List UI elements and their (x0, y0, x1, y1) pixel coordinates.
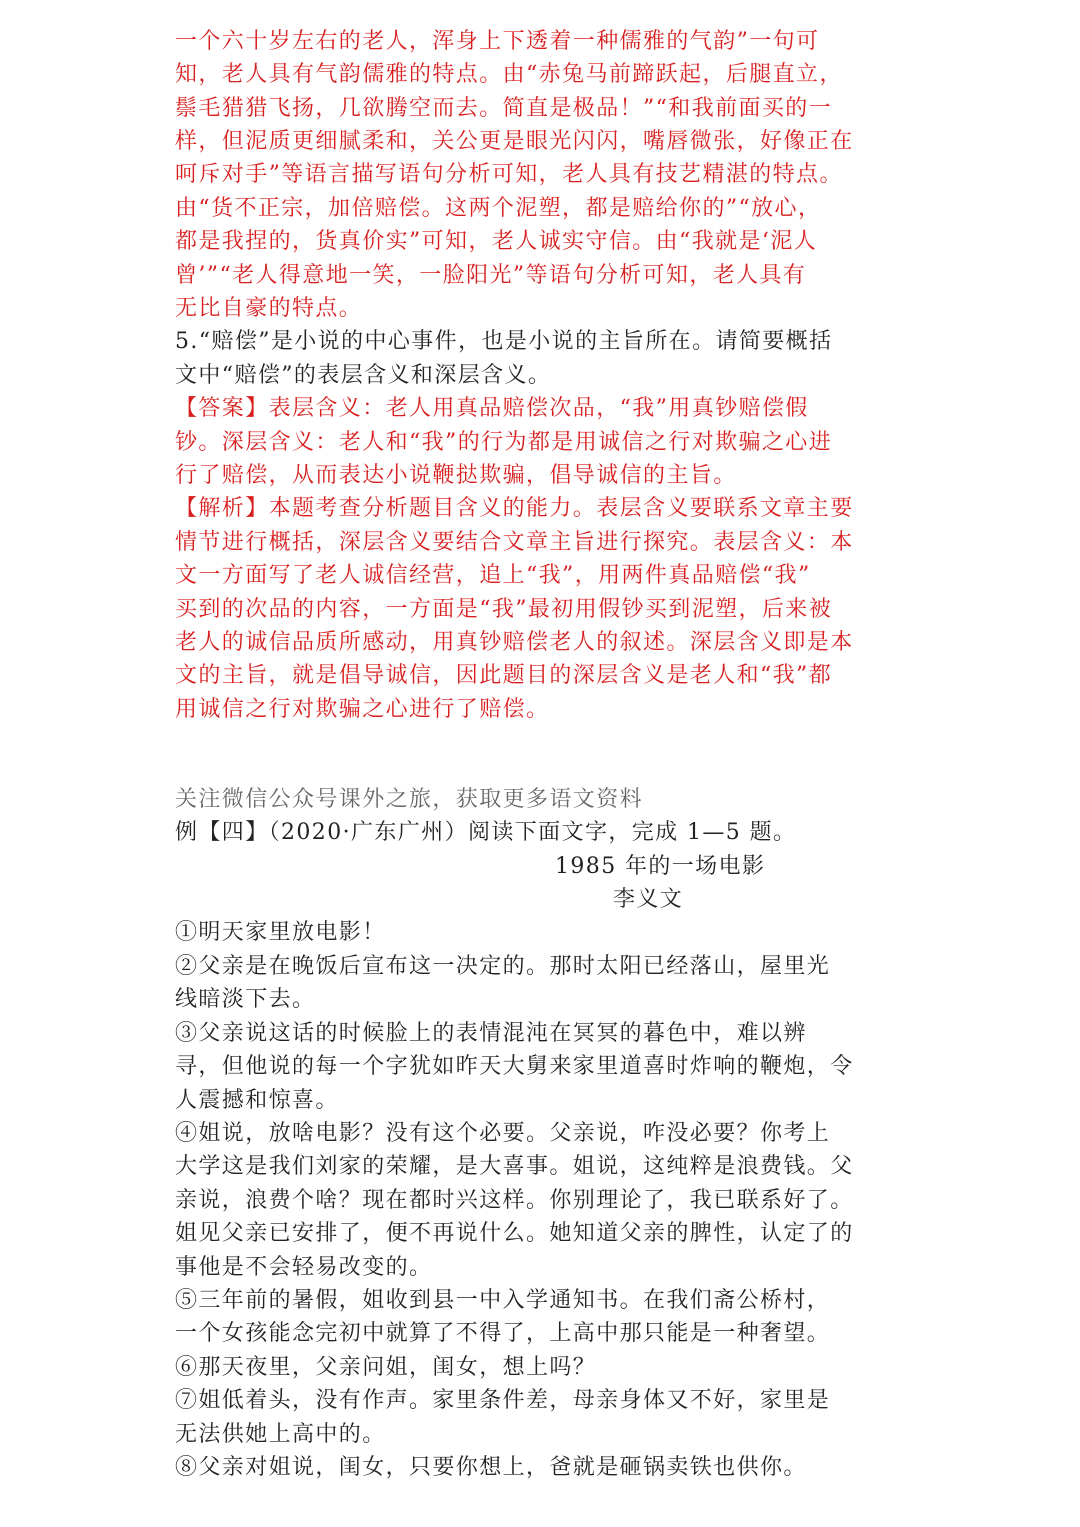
answer-line: 【答案】表层含义：老人用真品赔偿次品，“我”用真钞赔偿假 (175, 396, 809, 421)
story-line: 亲说，浪费个啥？现在都时兴这样。你别理论了，我已联系好了。 (175, 1188, 854, 1213)
story-line: ①明天家里放电影！ (175, 920, 386, 945)
story-line: 线暗淡下去。 (175, 987, 316, 1012)
analysis-line: 文一方面写了老人诚信经营，追上“我”，用两件真品赔偿“我” (175, 563, 811, 588)
story-line: 大学这是我们刘家的荣耀，是大喜事。姐说，这纯粹是浪费钱。父 (175, 1154, 854, 1179)
story-title: 1985 年的一场电影 (555, 854, 766, 879)
answer-line: 呵斥对手”等语言描写语句分析可知，老人具有技艺精湛的特点。 (175, 162, 843, 187)
answer-line: 无比自豪的特点。 (175, 296, 363, 321)
story-line: ②父亲是在晚饭后宣布这一决定的。那时太阳已经落山，屋里光 (175, 954, 831, 979)
story-line: ⑤三年前的暑假，姐收到县一中入学通知书。在我们斋公桥村， (175, 1288, 831, 1313)
story-line: 人震撼和惊喜。 (175, 1088, 339, 1113)
answer-line: 都是我捏的，货真价实”可知，老人诚实守信。由“我就是‘泥人 (175, 229, 818, 254)
answer-line: 一个六十岁左右的老人，浑身上下透着一种儒雅的气韵”一句可 (175, 29, 820, 54)
answer-line: 曾’”“老人得意地一笑，一脸阳光”等语句分析可知，老人具有 (175, 263, 807, 288)
story-line: ④姐说，放啥电影？没有这个必要。父亲说，咋没必要？你考上 (175, 1121, 831, 1146)
promo-text: 关注微信公众号课外之旅，获取更多语文资料 (175, 787, 644, 812)
answer-line: 鬃毛猎猎飞扬，几欲腾空而去。简直是极品！”“和我前面买的一 (175, 96, 833, 121)
analysis-line: 情节进行概括，深层含义要结合文章主旨进行探究。表层含义：本 (175, 530, 854, 555)
answer-line: 知，老人具有气韵儒雅的特点。由“赤兔马前蹄跃起，后腿直立， (175, 62, 843, 87)
story-line: 事他是不会轻易改变的。 (175, 1255, 433, 1280)
story-line: ⑦姐低着头，没有作声。家里条件差，母亲身体又不好，家里是 (175, 1388, 831, 1413)
analysis-line: 文的主旨，就是倡导诚信，因此题目的深层含义是老人和“我”都 (175, 663, 833, 688)
answer-line: 行了赔偿，从而表达小说鞭挞欺骗，倡导诚信的主旨。 (175, 463, 737, 488)
answer-line: 钞。深层含义：老人和“我”的行为都是用诚信之行对欺骗之心进 (175, 430, 833, 455)
story-line: 姐见父亲已安排了，便不再说什么。她知道父亲的脾性，认定了的 (175, 1221, 854, 1246)
story-line: ③父亲说这话的时候脸上的表情混沌在冥冥的暮色中，难以辨 (175, 1021, 807, 1046)
question-line: 5.“赔偿”是小说的中心事件，也是小说的主旨所在。请简要概括 (175, 329, 833, 354)
analysis-line: 老人的诚信品质所感动，用真钞赔偿老人的叙述。深层含义即是本 (175, 630, 854, 655)
story-line: 一个女孩能念完初中就算了不得了，上高中那只能是一种奢望。 (175, 1321, 831, 1346)
answer-line: 由“货不正宗，加倍赔偿。这两个泥塑，都是赔给你的”“放心， (175, 196, 822, 221)
analysis-line: 用诚信之行对欺骗之心进行了赔偿。 (175, 697, 550, 722)
example-header: 例【四】（2020·广东广州）阅读下面文字，完成 1—5 题。 (175, 820, 797, 845)
answer-line: 样，但泥质更细腻柔和，关公更是眼光闪闪，嘴唇微张，好像正在 (175, 129, 854, 154)
analysis-line: 【解析】本题考查分析题目含义的能力。表层含义要联系文章主要 (175, 496, 854, 521)
analysis-line: 买到的次品的内容，一方面是“我”最初用假钞买到泥塑，后来被 (175, 597, 833, 622)
story-line: ⑥那天夜里，父亲问姐，闺女，想上吗？ (175, 1355, 597, 1380)
story-line: 无法供她上高中的。 (175, 1422, 386, 1447)
story-author: 李义文 (613, 887, 684, 912)
story-line: ⑧父亲对姐说，闺女，只要你想上，爸就是砸锅卖铁也供你。 (175, 1455, 807, 1480)
story-line: 寻，但他说的每一个字犹如昨天大舅来家里道喜时炸响的鞭炮，令 (175, 1054, 854, 1079)
question-line: 文中“赔偿”的表层含义和深层含义。 (175, 363, 552, 388)
